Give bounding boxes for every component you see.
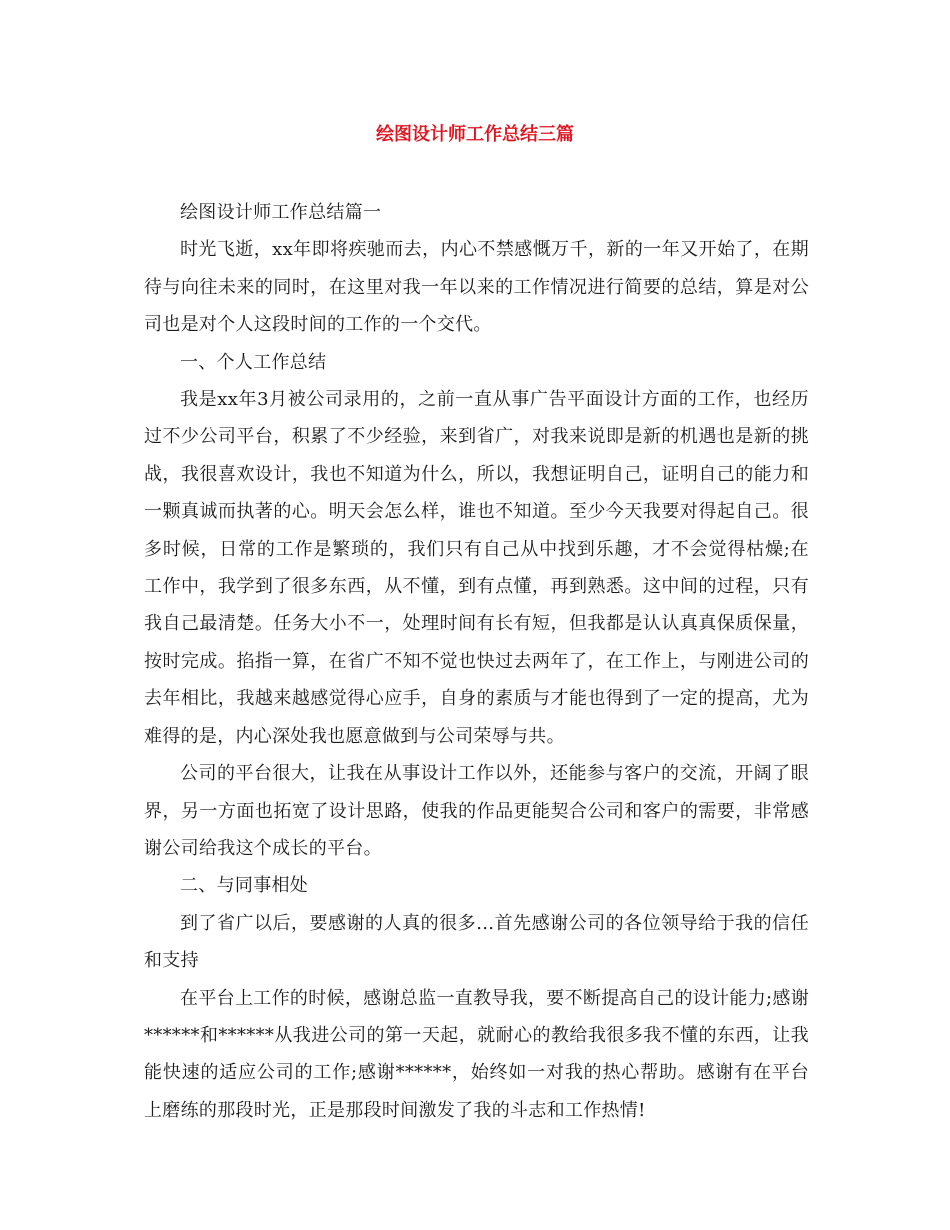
section-heading: 绘图设计师工作总结篇一 (180, 202, 382, 223)
section-heading: 二、与同事相处 (180, 875, 309, 897)
document-title: 绘图设计师工作总结三篇 (376, 124, 574, 145)
paragraph: 我是xx年3月被公司录用的，之前一直从事广告平面设计方面的工作，也经历过不少公司平台，积累了不少经验，来到省广，对我来说即是新的机遇也是新的挑战，我很喜欢设计，我也不知道为什么，所以，我想证明自己，证明自己的能力和一颗真诚而执著的心。明天会怎么样，谁也不知道。至少今天我要对得起自己。很多时候，日常的工作是繁琐的，我们只有自己从中找到乐趣，才不会觉得枯燥;在工作中，我学到了很多东西，从不懂，到有点懂，再到熟悉。这中间的过程，只有我自己最清楚。任务大小不一，处理时间有长有短，但我都是认认真真保质保量，按时完成。掐指一算，在省广不知不觉也快过去两年了，在工作上，与刚进公司的去年相比，我越来越感觉得心应手，自身的素质与才能也得到了一定的提高，尤为难得的是，内心深处我也愿意做到与公司荣辱与共。 (144, 389, 809, 747)
paragraph: 到了省广以后，要感谢的人真的很多…首先感谢公司的各位领导给于我的信任和支持 (144, 912, 809, 972)
paragraph: 在平台上工作的时候，感谢总监一直教导我，要不断提高自己的设计能力;感谢******和******从我进公司的第一天起，就耐心的教给我很多我不懂的东西，让我能快速的适应公司的工作;感谢******，始终如一对我的热心帮助。感谢有在平台上磨练的那段时光，正是那段时间激发了我的斗志和工作热情! (144, 987, 809, 1121)
document-body (144, 194, 809, 1129)
paragraph: 公司的平台很大，让我在从事设计工作以外，还能参与客户的交流，开阔了眼界，另一方面也拓宽了设计思路，使我的作品更能契合公司和客户的需要，非常感谢公司给我这个成长的平台。 (144, 763, 809, 859)
paragraph: 时光飞逝，xx年即将疾驰而去，内心不禁感慨万千，新的一年又开始了，在期待与向往未来的同时，在这里对我一年以来的工作情况进行简要的总结，算是对公司也是对个人这段时间的工作的一个交代。 (144, 239, 809, 336)
section-heading: 一、个人工作总结 (180, 351, 327, 373)
